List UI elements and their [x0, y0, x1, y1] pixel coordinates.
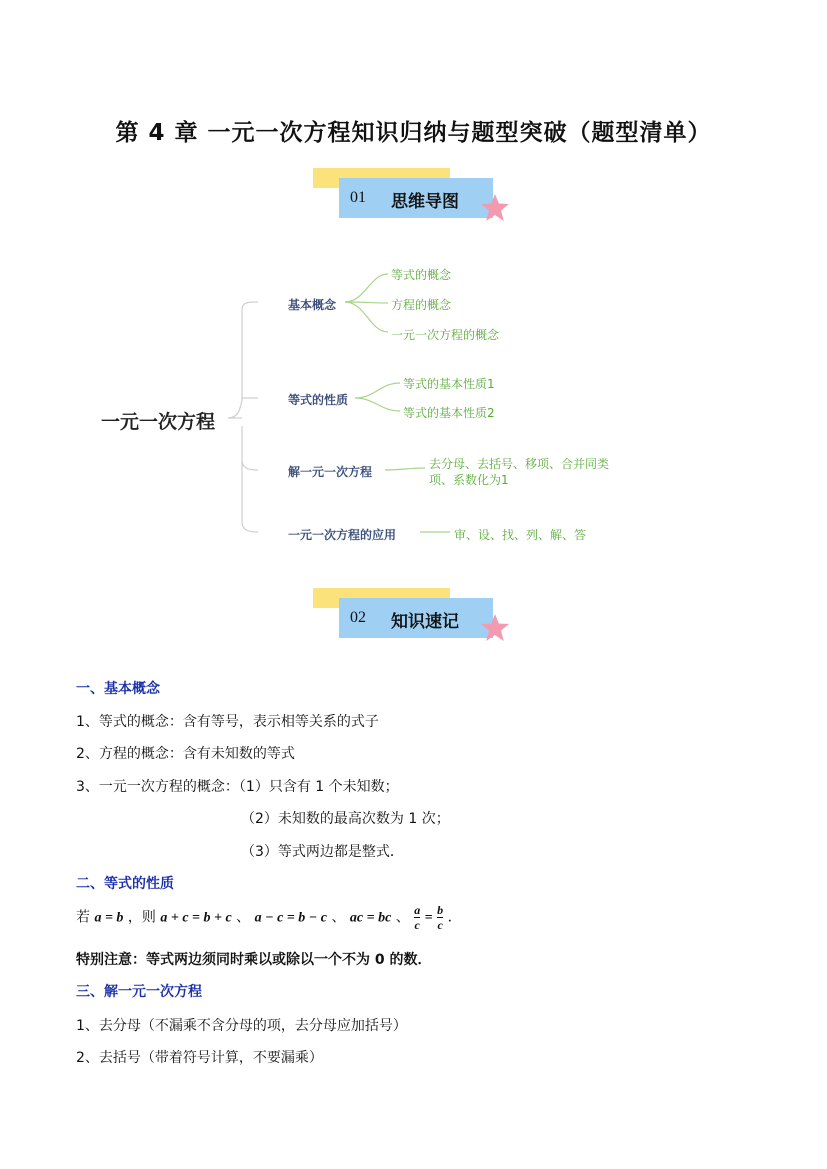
mindmap-branch: 解一元一次方程 [288, 465, 373, 479]
text: 若 [76, 909, 90, 926]
section-number: 01 [350, 189, 366, 206]
mindmap-leaf: 等式的基本性质1 [403, 377, 495, 391]
math-expression: ac = bc [349, 910, 392, 926]
mindmap-branch: 等式的性质 [288, 393, 349, 407]
mindmap-leaf: 等式的概念 [391, 268, 452, 282]
mindmap-leaf: 审、设、找、列、解、答 [454, 528, 587, 542]
math-expression: a − c = b − c [254, 910, 327, 926]
text-line: （3）等式两边都是整式． [241, 844, 404, 860]
mindmap-leaf: 方程的概念 [391, 298, 452, 312]
heading-basic-concepts: 一、基本概念 [76, 681, 160, 697]
section-label: 思维导图 [391, 192, 459, 212]
text-line: （2）未知数的最高次数为 1 次； [241, 811, 450, 827]
text-line: 1、等式的概念：含有等号，表示相等关系的式子 [76, 714, 379, 730]
fraction [414, 903, 420, 932]
star-icon [480, 613, 510, 643]
text: 、 [236, 909, 251, 926]
equals-sign: = [424, 910, 433, 926]
mindmap-leaf: 等式的基本性质2 [403, 406, 495, 420]
text-line: 3、一元一次方程的概念：（1）只含有 1 个未知数； [76, 779, 399, 795]
text: ，则 [127, 909, 156, 926]
text: ． [447, 909, 462, 926]
page-title: 第 4 章 一元一次方程知识归纳与题型突破（题型清单） [115, 120, 712, 146]
text: 、 [395, 909, 410, 926]
star-icon [480, 193, 510, 223]
fraction [437, 903, 443, 932]
text-line: 2、方程的概念：含有未知数的等式 [76, 746, 295, 762]
mindmap-leaf: 去分母、去括号、移项、合并同类 [429, 457, 610, 471]
denominator: c [414, 918, 420, 932]
heading-equation-properties: 二、等式的性质 [76, 876, 174, 892]
section-number: 02 [350, 609, 366, 626]
section-banner-knowledge [313, 588, 503, 658]
math-expression: a = b [94, 910, 124, 926]
section-banner-mindmap [313, 168, 503, 238]
numerator: a [414, 903, 421, 917]
numerator: b [437, 903, 444, 917]
note-line: 特别注意：等式两边须同时乘以或除以一个不为 0 的数． [76, 952, 432, 968]
denominator: c [437, 918, 443, 932]
section-label: 知识速记 [391, 612, 459, 632]
text-line: 1、去分母（不漏乘不含分母的项，去分母应加括号） [76, 1018, 407, 1034]
mindmap-root: 一元一次方程 [101, 411, 216, 433]
heading-solving: 三、解一元一次方程 [76, 984, 202, 1000]
text: 、 [331, 909, 346, 926]
math-expression: a + c = b + c [160, 910, 232, 926]
text-line: 2、去括号（带着符号计算，不要漏乘） [76, 1050, 323, 1066]
mindmap-branch: 基本概念 [288, 298, 337, 312]
mindmap-branch: 一元一次方程的应用 [288, 528, 397, 542]
mindmap-leaf: 一元一次方程的概念 [391, 328, 500, 342]
equation-property-line [76, 903, 462, 932]
mindmap-leaf: 项、系数化为1 [429, 473, 509, 487]
